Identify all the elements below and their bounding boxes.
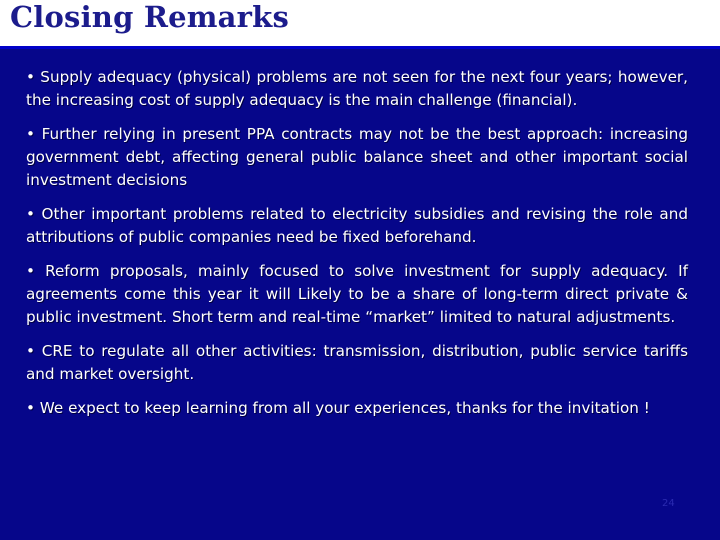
bullet-ppa-contracts: • Further relying in present PPA contracts may not be the best approach: increasing government debt, affecting general public balance sheet and other important social investment decisions xyxy=(26,125,688,189)
bullet-thanks: • We expect to keep learning from all your experiences, thanks for the invitation ! xyxy=(26,399,650,417)
title-bar xyxy=(0,0,720,46)
bullet-supply-adequacy: • Supply adequacy (physical) problems are not seen for the next four years; however, the increasing cost of supply adequacy is the main challenge (financial). xyxy=(26,68,688,109)
bullet-cre-regulation: • CRE to regulate all other activities: transmission, distribution, public service tariffs and market oversight. xyxy=(26,342,688,383)
bullet-list xyxy=(26,66,688,431)
page-number: 24 xyxy=(662,498,675,509)
slide-title: Closing Remarks xyxy=(10,0,289,34)
bullet-subsidies: • Other important problems related to electricity subsidies and revising the role and attributions of public companies need be fixed beforehand. xyxy=(26,205,688,246)
bullet-reform-proposals: • Reform proposals, mainly focused to solve investment for supply adequacy. If agreements come this year it will Likely to be a share of long-term direct private & public investment. Short term and real-time “market” limited to natural adjustments. xyxy=(26,262,688,326)
